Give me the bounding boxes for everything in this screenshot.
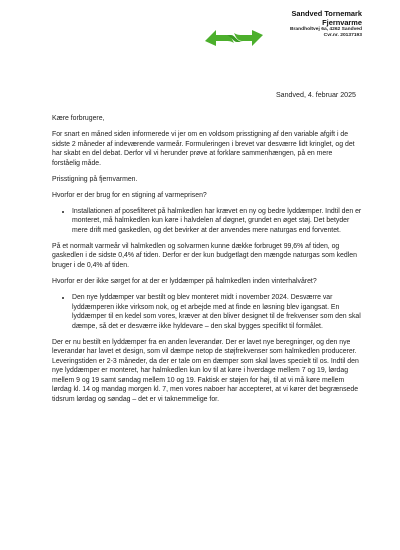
paragraph-3: Der er nu bestilt en lyddæmper fra en anden leverandør. Der er lavet nye beregninger, og den nye leverandør har lavet et design, som vil dæmpe netop de støjfrekvenser som halmkedlen producerer. Leveringstiden er 2-3 måneder, da der er tale om en dæmper som skal laves specielt til os. Indtil den nye lyddæmper er monteret, har halmkedlen kun lov til at køre i hverdage mellem 7 og 19, lørdag mellem 9 og 19 samt søndag mellem 10 og 19. Faktisk er støjen for høj, til at vi må køre mellem lørdag kl. 14 og mandag morgen kl. 7, men vores naboer har accepteret, at vi kører det begrænsede tidsrum lørdag og søndag – det er vi taknemmelige for. bbox=[52, 338, 359, 403]
bullet-item-1: • Installationen af posefilteret på halmkedlen har krævet en ny og bedre lyddæmper. Indtil den er monteret, må halmkedlen kun køre i halvdelen af døgnet, grundet en øget støj. Det betyder mere drift med gaskedlen, og det bevirker at der anvendes mere naturgas end forventet. bbox=[72, 207, 362, 236]
logo-left-arrow bbox=[205, 30, 234, 46]
letter-date: Sandved, 4. februar 2025 bbox=[275, 91, 356, 99]
greeting: Kære forbrugere, bbox=[52, 115, 105, 122]
question-1: Hvorfor er der brug for en stigning af varmeprisen? bbox=[52, 191, 207, 199]
question-2: Hvorfor er der ikke sørget for at der er lyddæmper på halmkedlen inden vinterhalvåret? bbox=[52, 278, 317, 286]
letter-body bbox=[52, 114, 362, 411]
company-address: Brandholtvej 6a, 4262 Sandved bbox=[289, 27, 362, 32]
intro-paragraph: For snart en måned siden informerede vi jer om en voldsom prisstigning af den variable afgift i de sidste 2 måneder af indeværende varmeår. Formuleringen i brevet var desværre lidt kringlet, og det har skabt en del debat. Derfor vil vi herunder prøve at forklare sammenhængen, på en mere forståelig måde. bbox=[52, 131, 355, 167]
sender-block bbox=[242, 9, 362, 40]
bullet-list-2 bbox=[52, 293, 362, 331]
company-subtitle: Fjernvarme bbox=[322, 18, 362, 27]
section-heading: Prisstigning på fjernvarmen. bbox=[52, 175, 138, 183]
company-cvr: Cvr.nr. 20137193 bbox=[323, 33, 362, 39]
company-name: Sandved Tornemark bbox=[291, 9, 362, 18]
bullet-item-2: • Den nye lyddæmper var bestilt og blev monteret midt i november 2024. Desværre var lyddæmperen ikke virksom nok, og et arbejde med at finde en løsning blev igangsat. En lyddæmper til en kedel som vores, kræver at den bliver designet til de frekvenser som den skal dæmpe, så det er desværre ikke hyldevare – den skal bygges specifikt til formålet. bbox=[72, 293, 362, 331]
paragraph-2: På et normalt varmeår vil halmkedlen og solvarmen kunne dække forbruget 99,6% af tiden, og gaskedlen i de sidste 0,4% af tiden. Derfor er der kun budgetlagt den mængde naturgas som kedlen bruger i de 0,4% af tiden. bbox=[52, 242, 357, 269]
bullet-list-1 bbox=[52, 207, 362, 236]
